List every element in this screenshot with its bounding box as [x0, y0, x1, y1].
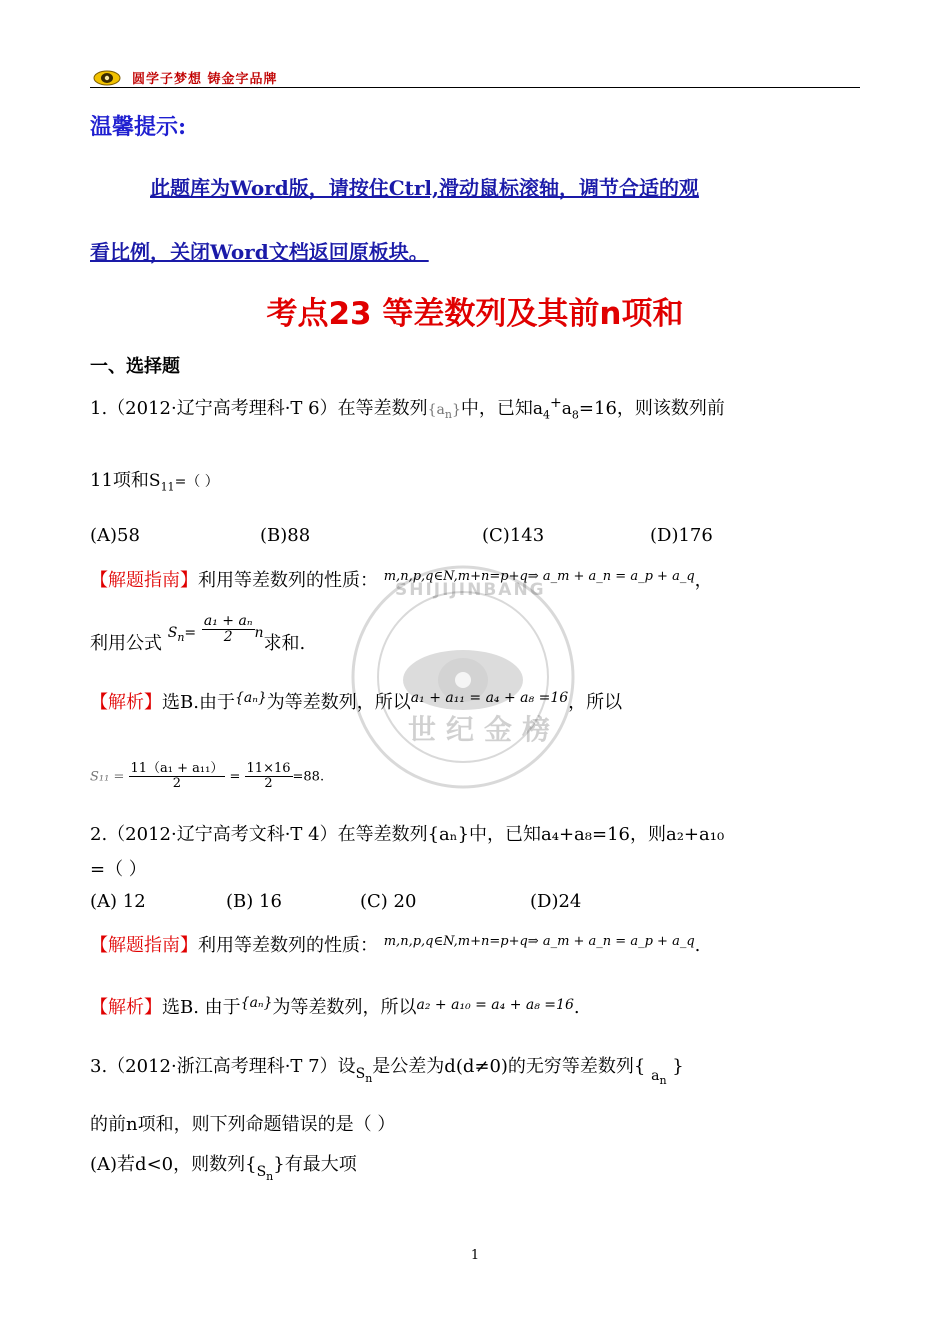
brand-logo-icon — [92, 68, 122, 86]
page-title: 考点23 等差数列及其前n项和 — [266, 296, 684, 332]
q2-guide: 【解题指南】利用等差数列的性质： $^{m,n,p,q\in N,m+n=p+q\Rightarrow a\_m + a\_n = a\_p + a\_q}$. — [90, 934, 701, 956]
tip-title: 温馨提示: — [90, 114, 187, 140]
q1-option-b: (B)88 — [260, 525, 311, 546]
section-heading: 一、选择题 — [90, 356, 180, 377]
q1-formula-line: 利用公式 $^{S_n=}$ $\frac{\text{a₁ + aₙ}}{2}$ $^n$求和. — [90, 613, 306, 654]
q1-option-a: (A)58 — [90, 525, 140, 546]
q1-line2: 11项和$S_{11}=$（ ） — [90, 470, 219, 494]
q1-guide-label: 【解题指南】 — [90, 570, 198, 591]
q1-lead: 1.（2012·辽宁高考理科·T 6）在等差数列 — [90, 398, 428, 419]
q2-guide-formula: m,n,p,q∈N,m+n=p+q⇒ a_m + a_n = a_p + a_q — [383, 934, 695, 949]
q1-seq: $\{a_n\}$ — [427, 402, 461, 421]
q1-s11: $S_{11}$ — [148, 471, 175, 494]
header-divider — [90, 87, 860, 88]
q1-formula-fraction: $\frac{\text{a₁ + aₙ}}{2}$ — [203, 613, 253, 646]
q2-guide-label: 【解题指南】 — [90, 935, 198, 956]
q1-tail: =16，则该数列前 — [578, 398, 725, 419]
q3-option-a: (A)若d<0，则数列$\{_{S_n}\}$有最大项 — [90, 1154, 357, 1183]
q1-calculation: S₁₁ = $\frac{\text{11（a₁ + a₁₁）}}{2}$ = $\frac{11\times 16}{2}$ =88. — [90, 761, 325, 792]
q1-guide-formula: m,n,p,q∈N,m+n=p+q⇒ a_m + a_n = a_p + a_q — [383, 569, 695, 584]
q1-mid: 中，已知 — [460, 398, 533, 419]
q1-analysis: 【解析】选B.由于$^{\{a_n\}}$为等差数列，所以$^{a_1 + a_{11} = a_4 + a_8 =16}$，所以 — [90, 690, 623, 713]
q2-analysis: 【解析】选B. 由于$^{\{a_n\}}$为等差数列，所以$^{a_2 + a_{10} = a_4 + a_8 =16}$. — [90, 995, 580, 1018]
q1-a4: $a_4$ — [532, 399, 551, 422]
q1-a8: $a_8$ — [561, 399, 579, 422]
tip-line-1: 此题库为Word版，请按住Ctrl,滑动鼠标滚轴，调节合适的观 — [150, 176, 699, 200]
q2-line2: =（ ） — [90, 859, 147, 880]
q1-analysis-label: 【解析】 — [90, 692, 162, 713]
q3-line1: 3.（2012·浙江高考理科·T 7）设$_{S_n}$是公差为d(d≠0)的无穷等差数列{ $_{a_n}$ } — [90, 1056, 684, 1087]
header-slogan: 圆学子梦想 铸金字品牌 — [132, 72, 278, 87]
q1-option-c: (C)143 — [482, 525, 545, 546]
q2-option-a: (A) 12 — [90, 891, 146, 912]
page-number: 1 — [470, 1248, 480, 1263]
q2-option-b: (B) 16 — [226, 891, 282, 912]
q1-option-d: (D)176 — [650, 525, 713, 546]
q1-guide: 【解题指南】利用等差数列的性质： $^{m,n,p,q\in N,m+n=p+q\Rightarrow a\_m + a\_n = a\_p + a\_q}$， — [90, 569, 713, 591]
q2-analysis-label: 【解析】 — [90, 997, 162, 1018]
q2-line1: 2.（2012·辽宁高考文科·T 4）在等差数列{aₙ}中，已知a₄+a₈=16，则a₂+a₁₀ — [90, 824, 725, 845]
q3-line2: 的前n项和，则下列命题错误的是（ ） — [90, 1114, 396, 1135]
tip-line-2: 看比例，关闭Word文档返回原板块。 — [90, 240, 429, 264]
q2-option-d: (D)24 — [530, 891, 582, 912]
q1-line1: 1.（2012·辽宁高考理科·T 6）在等差数列$\{a_n\}$中，已知$a_4^+a_8=16$，则该数列前 — [90, 395, 725, 422]
watermark-top-text: SHIJIJINBANG — [395, 580, 546, 600]
q2-option-c: (C) 20 — [360, 891, 417, 912]
watermark-bottom-text: 世纪金榜 — [408, 713, 561, 746]
